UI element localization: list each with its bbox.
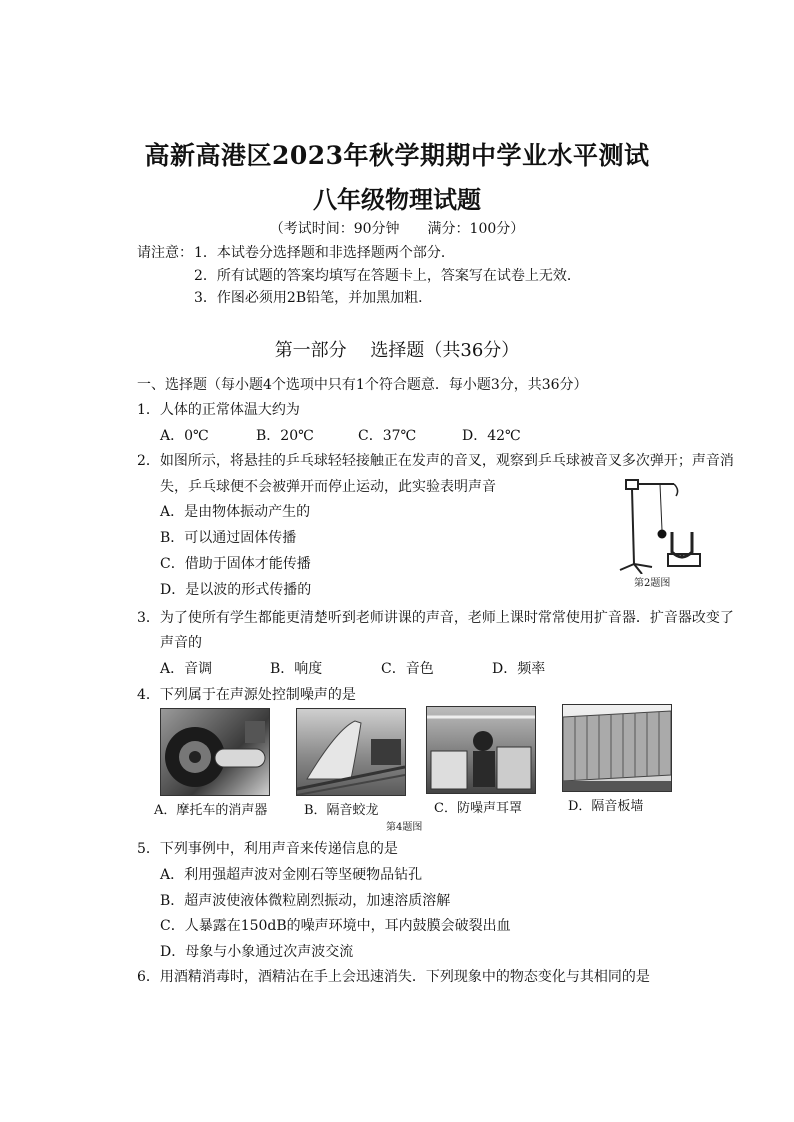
question-4-option-a: A．摩托车的消声器: [154, 803, 268, 818]
section-heading: 第一部分 选择题（共36分）: [274, 340, 520, 361]
question-4-stem: 4．下列属于在声源处控制噪声的是: [137, 687, 356, 703]
note-item: 1．本试卷分选择题和非选择题两个部分．: [194, 245, 455, 261]
question-2-figure-caption: 第2题图: [634, 578, 671, 589]
question-1-option-c: C．37℃: [358, 428, 417, 444]
question-5-option-c: C．人暴露在150dB的噪声环境中，耳内鼓膜会破裂出血: [160, 918, 511, 934]
question-2-option-c: C．借助于固体才能传播: [160, 556, 311, 572]
question-2-option-b: B．可以通过固体传播: [160, 530, 297, 546]
question-4-option-d: D．隔音板墙: [568, 799, 644, 814]
question-3-stem-line1: 3．为了使所有学生都能更清楚听到老师讲课的声音，老师上课时常常使用扩音器．扩音器改变了: [137, 610, 734, 626]
tuning-fork-apparatus-figure: [612, 474, 712, 574]
question-5-option-d: D．母象与小象通过次声波交流: [160, 944, 354, 960]
question-1-option-d: D．42℃: [462, 428, 521, 444]
question-5-stem: 5．下列事例中，利用声音来传递信息的是: [137, 841, 398, 857]
question-4-option-b: B．隔音蛟龙: [304, 803, 379, 818]
question-2-stem-line1: 2．如图所示，将悬挂的乒乓球轻轻接触正在发声的音叉，观察到乒乓球被音叉多次弹开；声音消: [137, 453, 734, 469]
question-6-stem: 6．用酒精消毒时，酒精沾在手上会迅速消失．下列现象中的物态变化与其相同的是: [137, 969, 650, 985]
exam-info: （考试时间：90分钟 满分：100分）: [269, 221, 525, 237]
question-4-figure-caption: 第4题图: [386, 822, 423, 833]
question-5-option-a: A．利用强超声波对金刚石等坚硬物品钻孔: [160, 867, 423, 883]
question-5-option-b: B．超声波使液体微粒剧烈振动，加速溶质溶解: [160, 893, 451, 909]
sound-barrier-wall-photo: [562, 704, 672, 792]
question-3-option-d: D．频率: [492, 661, 546, 677]
question-2-stem-line2: 失，乒乓球便不会被弹开而停止运动，此实验表明声音: [160, 479, 496, 495]
note-item: 2．所有试题的答案均填写在答题卡上，答案写在试卷上无效．: [194, 268, 581, 284]
question-3-option-c: C．音色: [381, 661, 434, 677]
notes-label: 请注意：: [137, 245, 193, 261]
exam-title: 高新高港区2023年秋学期期中学业水平测试: [144, 141, 650, 170]
question-3-option-a: A．音调: [160, 661, 213, 677]
question-3-option-b: B．响度: [270, 661, 323, 677]
question-3-stem-line2: 声音的: [160, 635, 202, 651]
question-1-option-b: B．20℃: [256, 428, 314, 444]
sound-barrier-tunnel-photo: [296, 708, 406, 796]
question-1-option-a: A．0℃: [160, 428, 209, 444]
question-2-option-d: D．是以波的形式传播的: [160, 582, 312, 598]
question-1-stem: 1．人体的正常体温大约为: [137, 402, 300, 418]
noise-earmuff-photo: [426, 706, 536, 794]
exam-subtitle: 八年级物理试题: [313, 185, 481, 214]
question-2-option-a: A．是由物体振动产生的: [160, 504, 311, 520]
section-instructions: 一、选择题（每小题4个选项中只有1个符合题意．每小题3分，共36分）: [137, 377, 588, 393]
motorcycle-muffler-photo: [160, 708, 270, 796]
note-item: 3．作图必须用2B铅笔，并加黑加粗．: [194, 290, 433, 306]
question-4-option-c: C．防噪声耳罩: [434, 801, 522, 816]
